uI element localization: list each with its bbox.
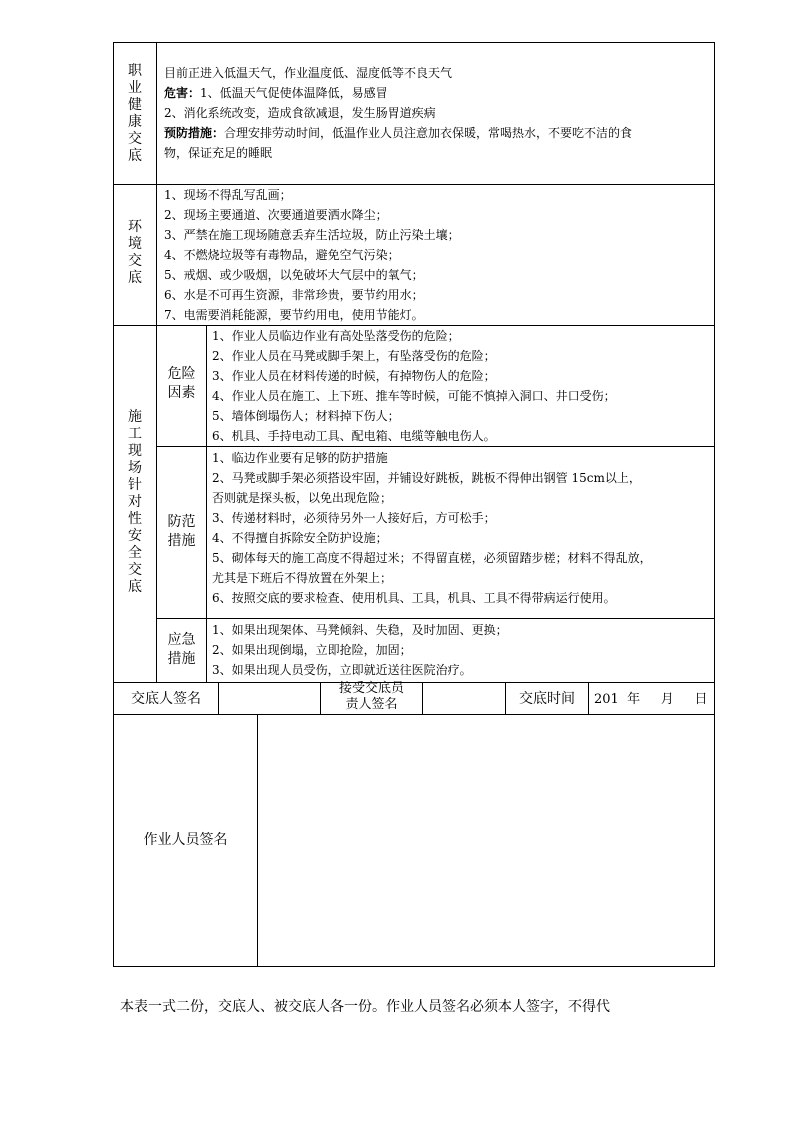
environment-item: 2、现场主要通道、次要通道要洒水降尘； xyxy=(164,208,388,222)
vertical-label-char: 工 xyxy=(128,426,142,442)
col-divider xyxy=(156,43,157,682)
emergency-label: 应急 措施 xyxy=(167,632,196,667)
vertical-label-char: 业 xyxy=(128,80,142,96)
health-line: 危害：1、低温天气促使体温降低，易感冒 xyxy=(164,86,388,100)
vertical-label-char: 底 xyxy=(128,579,142,595)
hazard-item: 4、作业人员在施工、上下班、推车等时候，可能不慎掉入洞口、井口受伤； xyxy=(212,389,616,403)
health-section-label xyxy=(125,63,145,165)
health-line: 预防措施：合理安排劳动时间，低温作业人员注意加衣保暖，常喝热水，不要吃不洁的食 xyxy=(164,126,633,140)
environment-section-label xyxy=(125,219,145,287)
workers-label: 作业人员签名 xyxy=(143,832,228,848)
vertical-label-char: 环 xyxy=(128,219,142,235)
emergency-item: 3、如果出现人员受伤，立即就近送往医院治疗。 xyxy=(212,663,472,677)
footer-note: 本表一式二份，交底人、被交底人各一份。作业人员签名必须本人签字，不得代 xyxy=(120,999,610,1015)
vertical-label-char: 对 xyxy=(128,494,142,510)
vertical-label-char: 交 xyxy=(128,131,142,147)
environment-item: 3、严禁在施工现场随意丢弃生活垃圾，防止污染土壤； xyxy=(164,228,460,242)
vertical-label-char: 针 xyxy=(128,477,142,493)
vertical-label-char: 康 xyxy=(128,114,142,130)
hazard-item: 6、机具、手持电动工具、配电箱、电缆等触电伤人。 xyxy=(212,429,496,443)
vertical-label-char: 职 xyxy=(128,63,142,79)
health-line: 目前正进入低温天气，作业温度低、湿度低等不良天气 xyxy=(164,66,453,80)
vertical-label-char: 交 xyxy=(128,562,142,578)
environment-item: 7、电需要消耗能源，要节约用电，使用节能灯。 xyxy=(164,308,424,322)
environment-item: 5、戒烟、或少吸烟，以免破坏大气层中的氧气； xyxy=(164,268,424,282)
prevention-line: 尤其是下班后不得放置在外架上； xyxy=(212,571,393,585)
receiver-label: 接受交底员 责人签名 xyxy=(338,681,404,712)
row-divider xyxy=(156,618,714,619)
col-divider xyxy=(588,682,589,714)
vertical-label-char: 交 xyxy=(128,253,142,269)
vertical-label-char: 性 xyxy=(128,511,142,527)
environment-item: 4、不燃烧垃圾等有毒物品，避免空气污染； xyxy=(164,248,400,262)
vertical-label-char: 全 xyxy=(128,545,142,561)
receiver-signature-field[interactable] xyxy=(423,683,505,713)
row-divider xyxy=(156,446,714,447)
col-divider xyxy=(206,325,207,682)
prevention-line: 否则就是探头板，以免出现危险； xyxy=(212,491,393,505)
vertical-label-char: 底 xyxy=(128,270,142,286)
hazard-item: 1、作业人员临边作业有高处坠落受伤的危险； xyxy=(212,329,460,343)
prevention-line: 5、砌体每天的施工高度不得超过米；不得留直槎，必须留踏步槎；材料不得乱放， xyxy=(212,551,652,565)
prevention-line: 2、马凳或脚手架必须搭设牢固，并铺设好跳板，跳板不得伸出钢管 15cm以上， xyxy=(212,471,641,485)
disclosure-form xyxy=(113,42,715,967)
environment-item: 6、水是不可再生资源，非常珍贵，要节约用水； xyxy=(164,288,424,302)
safety-section-label xyxy=(125,409,145,596)
date-field[interactable]: 201 年 月 日 xyxy=(594,692,708,707)
emergency-item: 2、如果出现倒塌，立即抢险，加固； xyxy=(212,643,412,657)
hazard-item: 2、作业人员在马凳或脚手架上，有坠落受伤的危险； xyxy=(212,349,496,363)
hazard-item: 3、作业人员在材料传递的时候，有掉物伤人的危险； xyxy=(212,369,496,383)
vertical-label-char: 现 xyxy=(128,443,142,459)
workers-signature-area[interactable] xyxy=(258,715,712,965)
vertical-label-char: 安 xyxy=(128,528,142,544)
vertical-label-char: 施 xyxy=(128,409,142,425)
time-label: 交底时间 xyxy=(519,691,575,707)
vertical-label-char: 场 xyxy=(128,460,142,476)
prevention-line: 4、不得擅自拆除安全防护设施； xyxy=(212,531,388,545)
health-line: 物，保证充足的睡眠 xyxy=(164,146,273,160)
giver-signature-field[interactable] xyxy=(219,683,320,713)
hazard-label: 危险 因素 xyxy=(167,366,196,401)
hazard-item: 5、墙体倒塌伤人；材料掉下伤人； xyxy=(212,409,400,423)
vertical-label-char: 底 xyxy=(128,148,142,164)
health-line: 2、消化系统改变，造成食欲减退，发生肠胃道疾病 xyxy=(164,106,436,120)
giver-label: 交底人签名 xyxy=(131,691,201,707)
vertical-label-char: 境 xyxy=(128,236,142,252)
emergency-item: 1、如果出现架体、马凳倾斜、失稳，及时加固、更换； xyxy=(212,623,508,637)
prevention-label: 防范 措施 xyxy=(167,514,196,549)
prevention-line: 3、传递材料时，必须待另外一人接好后，方可松手； xyxy=(212,511,496,525)
environment-item: 1、现场不得乱写乱画； xyxy=(164,188,292,202)
prevention-line: 6、按照交底的要求检查、使用机具、工具，机具、工具不得带病运行使用。 xyxy=(212,591,616,605)
prevention-line: 1、临边作业要有足够的防护措施 xyxy=(212,451,388,465)
vertical-label-char: 健 xyxy=(128,97,142,113)
